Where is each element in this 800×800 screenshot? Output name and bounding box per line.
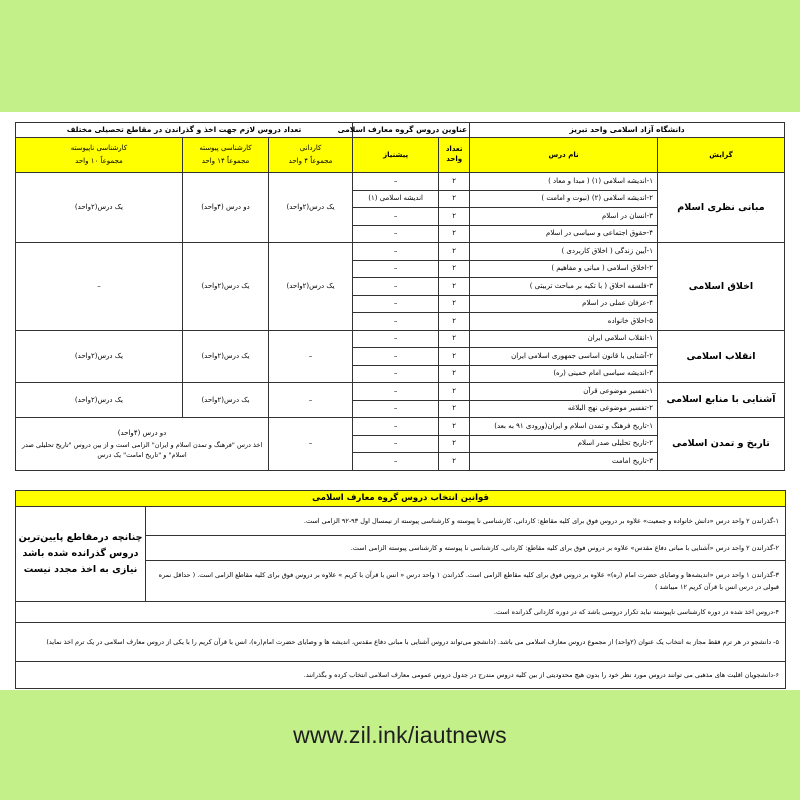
course-prereq: – xyxy=(353,313,439,331)
course-prereq: – xyxy=(353,330,439,348)
table-row xyxy=(16,330,785,348)
group-name: اخلاق اسلامی xyxy=(657,243,784,331)
course-name: ۱-تفسیر موضوعی قرآن xyxy=(470,383,658,401)
table-row xyxy=(16,173,785,191)
course-prereq: – xyxy=(353,365,439,383)
course-prereq: – xyxy=(353,400,439,418)
ks-peyvaste-count: دو درس (۴واحد) xyxy=(182,173,268,243)
rule-item: ۵- دانشجو در هر ترم فقط مجاز به انتخاب یک عنوان (۲واحد) از مجموع دروس معارف اسلامی می باشد. (دانشجو می‌تواند دروس آشنایی با مبانی دفاع مقدس، اندیشه ها و وصایای حضرت امام(ره)، انس با قرآن کریم را با یکی از دروس معارف اسلامی در یک ترم اخذ نماید) xyxy=(16,623,786,662)
course-name: ۳-اندیشه سیاسی امام خمینی (ره) xyxy=(470,365,658,383)
course-name: ۱-انقلاب اسلامی ایران xyxy=(470,330,658,348)
course-units: ۲ xyxy=(439,260,470,278)
required-counts-heading: تعداد دروس لازم جهت اخذ و گذراندن در مقاطع تحصیلی مختلف xyxy=(16,123,353,138)
table-row xyxy=(16,383,785,401)
course-name: ۲-آشنایی با قانون اساسی جمهوری اسلامی ایران xyxy=(470,348,658,366)
course-units: ۲ xyxy=(439,383,470,401)
col-ks-napeyvaste-sub: مجموعاً ۱۰ واحد xyxy=(75,157,123,165)
rule-item: ۱-گذراندن ۲ واحد درس «دانش خانواده و جمعیت» علاوه بر دروس فوق برای کلیه مقاطع: کاردانی، کارشناسی نا پیوسته و کارشناسی پیوسته از نیمسال اول ۹۳-۹۲ الزامی است. xyxy=(146,507,786,536)
course-name: ۴-حقوق اجتماعی و سیاسی در اسلام xyxy=(470,225,658,243)
col-prereq: پیشنیاز xyxy=(353,138,439,173)
col-ks-peyvaste-sub: مجموعاً ۱۴ واحد xyxy=(201,157,250,165)
col-ks-peyvaste xyxy=(182,138,268,173)
rule-item: ۶-دانشجویان اقلیت های مذهبی می توانند دروس مورد نظر خود را بدون هیچ محدودیتی از بین کلیه دروس مندرج در جدول دروس عمومی معارف اسلامی انتخاب کرده و بگذرانند. xyxy=(16,662,786,689)
course-name: ۳-تاریخ امامت xyxy=(470,453,658,471)
course-units: ۲ xyxy=(439,400,470,418)
course-units: ۲ xyxy=(439,435,470,453)
course-units: ۲ xyxy=(439,313,470,331)
col-kardani-sub: مجموعاً ۴ واحد xyxy=(288,157,333,165)
footer-url: www.zil.ink/iautnews xyxy=(293,722,507,748)
course-name: ۱-آیین زندگی ( اخلاق کاربردی ) xyxy=(470,243,658,261)
rules-table xyxy=(15,490,786,689)
course-units: ۲ xyxy=(439,295,470,313)
kardani-count: یک درس(۲واحد) xyxy=(269,243,353,331)
course-name: ۲-تاریخ تحلیلی صدر اسلام xyxy=(470,435,658,453)
course-prereq: – xyxy=(353,173,439,191)
course-prereq: – xyxy=(353,453,439,471)
course-prereq: – xyxy=(353,435,439,453)
ks-napeyvaste-count: یک درس(۲واحد) xyxy=(16,383,183,418)
rules-title: قوانین انتخاب دروس گروه معارف اسلامی xyxy=(16,491,786,507)
group-name: انقلاب اسلامی xyxy=(657,330,784,383)
course-name: ۳-فلسفه اخلاق ( با تکیه بر مباحث تربیتی ) xyxy=(470,278,658,296)
group-titles-heading: عناوین دروس گروه معارف اسلامی xyxy=(353,123,470,138)
course-units: ۲ xyxy=(439,330,470,348)
ks-peyvaste-count: یک درس(۲واحد) xyxy=(182,383,268,418)
group-name: مبانی نظری اسلام xyxy=(657,173,784,243)
prior-courses-note: چنانچه درمقاطع پایین‌ترین دروس گذرانده شده باشد نیازی به اخذ مجدد نیست xyxy=(16,507,146,602)
col-course: نام درس xyxy=(470,138,658,173)
course-units: ۲ xyxy=(439,190,470,208)
course-name: ۱-تاریخ فرهنگ و تمدن اسلام و ایران(ورودی ۹۱ به بعد) xyxy=(470,418,658,436)
course-units: ۲ xyxy=(439,348,470,366)
kardani-count: یک درس(۲واحد) xyxy=(269,173,353,243)
course-prereq: – xyxy=(353,295,439,313)
course-name: ۴-عرفان عملی در اسلام xyxy=(470,295,658,313)
ks-napeyvaste-count: – xyxy=(16,243,183,331)
course-units: ۲ xyxy=(439,453,470,471)
group-name: آشنایی با منابع اسلامی xyxy=(657,383,784,418)
col-ks-napeyvaste-label: کارشناسی ناپیوسته xyxy=(70,144,128,152)
course-name: ۲-تفسیر موضوعی نهج البلاغه xyxy=(470,400,658,418)
rule-item: ۳-گذراندن ۱ واحد درس «اندیشه‌ها و وصایای حضرت امام (ره)» علاوه بر دروس فوق برای کلیه مقاطع الزامی است. گذراندن ۱ واحد درس « انس با قرآن با کریم » علاوه بر دروس فوق برای کلیه مقاطع الزامی است. ( حداقل نمره قبولی در درس انس با قرآن کریم ۱۲ میباشد ) xyxy=(146,561,786,602)
rule-item: ۴-دروس اخذ شده در دوره کارشناسی ناپیوسته نباید تکرار دروسی باشد که در دوره کاردانی گذرانده است. xyxy=(16,602,786,623)
ks-napeyvaste-count: یک درس(۲واحد) xyxy=(16,330,183,383)
course-name: ۲-اندیشه اسلامی (۲) (نبوت و امامت ) xyxy=(470,190,658,208)
course-units: ۲ xyxy=(439,418,470,436)
col-kardani-label: کاردانی xyxy=(299,144,322,152)
course-units: ۲ xyxy=(439,278,470,296)
table-row xyxy=(16,243,785,261)
document-page xyxy=(0,112,800,690)
course-units: ۲ xyxy=(439,173,470,191)
history-requirement-text: اخذ درس "فرهنگ و تمدن اسلام و ایران" الزامی است و از بین دروس "تاریخ تحلیلی صدر اسلام" و "تاریخ امامت" یک درس xyxy=(21,440,263,459)
history-requirement-note xyxy=(16,418,269,471)
col-kardani xyxy=(269,138,353,173)
course-name: ۵-اخلاق خانواده xyxy=(470,313,658,331)
ks-peyvaste-count: یک درس(۲واحد) xyxy=(182,330,268,383)
courses-table xyxy=(15,122,785,471)
course-prereq: – xyxy=(353,225,439,243)
course-name: ۱-اندیشه اسلامی (۱) ( مبدا و معاد ) xyxy=(470,173,658,191)
course-prereq: – xyxy=(353,383,439,401)
course-name: ۳-انسان در اسلام xyxy=(470,208,658,226)
history-requirement-title: دو درس (۴واحد) xyxy=(117,428,167,437)
course-prereq: – xyxy=(353,243,439,261)
university-title: دانشگاه آزاد اسلامی واحد تبریز xyxy=(470,123,785,138)
course-units: ۲ xyxy=(439,225,470,243)
course-units: ۲ xyxy=(439,208,470,226)
course-prereq: – xyxy=(353,418,439,436)
rule-item: ۲-گذراندن ۲ واحد درس «آشنایی با مبانی دفاع مقدس» علاوه بر دروس فوق برای کلیه مقاطع: کاردانی، کارشناسی نا پیوسته و کارشناسی پیوسته الزامی است. xyxy=(146,536,786,561)
course-prereq: – xyxy=(353,260,439,278)
course-units: ۲ xyxy=(439,365,470,383)
course-units: ۲ xyxy=(439,243,470,261)
course-prereq: – xyxy=(353,208,439,226)
col-units: تعداد واحد xyxy=(439,138,470,173)
kardani-count: – xyxy=(269,383,353,418)
ks-napeyvaste-count: یک درس(۲واحد) xyxy=(16,173,183,243)
col-field: گرایش xyxy=(657,138,784,173)
col-ks-peyvaste-label: کارشناسی پیوسته xyxy=(199,144,252,152)
kardani-count: – xyxy=(269,330,353,383)
course-name: ۲-اخلاق اسلامی ( مبانی و مفاهیم ) xyxy=(470,260,658,278)
course-prereq: – xyxy=(353,278,439,296)
table-row xyxy=(16,418,785,436)
kardani-count: – xyxy=(269,418,353,471)
course-prereq: – xyxy=(353,348,439,366)
col-ks-napeyvaste xyxy=(16,138,183,173)
ks-peyvaste-count: یک درس(۲واحد) xyxy=(182,243,268,331)
course-prereq: اندیشه اسلامی (۱) xyxy=(353,190,439,208)
group-name: تاریخ و تمدن اسلامی xyxy=(657,418,784,471)
